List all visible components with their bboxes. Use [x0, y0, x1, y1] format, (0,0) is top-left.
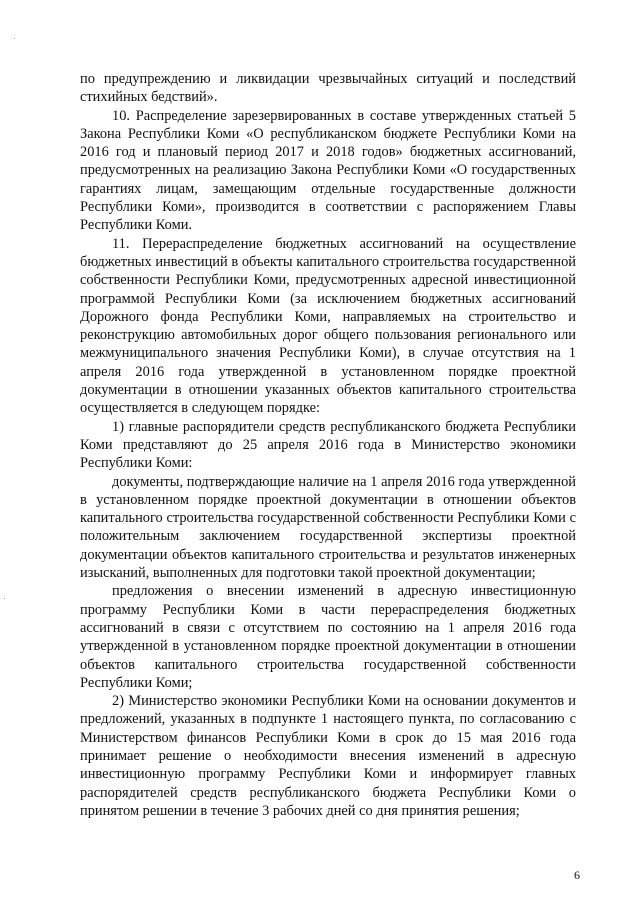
paragraph-10: 10. Распределение зарезервированных в составе утвержденных статьей 5 Закона Республики Коми «О республиканском бюджете Республики Коми на 2016 год и плановый период 2017 и 2018 годов» бюджетных ассигнований, предусмотренных на реализацию Закона Республики Коми «О государственных гарантиях лицам, замещающим отдельные государственные должности Республики Коми», производится в соответствии с распоряжением Главы Республики Коми. [80, 107, 576, 234]
paragraph-11-sub-2: 2) Министерство экономики Республики Коми на основании документов и предложений, указанных в подпункте 1 настоящего пункта, по согласованию с Министерством финансов Республики Коми в срок до 15 мая 2016 года принимает решение о необходимости внесения изменений в адресную инвестиционную программу Республики Коми и информирует главных распорядителей средств республиканского бюджета Республики Коми о принятом решении в течение 3 рабочих дней со дня принятия решения; [80, 693, 576, 819]
paragraph-continuation: по предупреждению и ликвидации чрезвычайных ситуаций и последствий стихийных бедствий». [80, 71, 576, 106]
paragraph-11-sub-1-documents: документы, подтверждающие наличие на 1 апреля 2016 года утвержденной в установленном порядке проектной документации в отношении объектов капитального строительства государственной собственности Республики Коми с положительным заключением государственной экспертизы проектной документации объектов капитального строительства и результатов инженерных изысканий, выполненных для подготовки такой проектной документации; [80, 473, 576, 582]
paragraph-11: 11. Перераспределение бюджетных ассигнований на осуществление бюджетных инвестиций в объекты капитального строительства государственной собственности Республики Коми, предусмотренных адресной инвестиционной программой Республики Коми (за исключением бюджетных ассигнований Дорожного фонда Республики Коми, направляемых на строительство и реконструкцию автомобильных дорог общего пользования регионального или межмуниципального значения Республики Коми), в случае отсутствия на 1 апреля 2016 года утвержденной в установленном порядке проектной документации в отношении указанных объектов капитального строительства осуществляется в следующем порядке: [80, 235, 576, 417]
page-number: 6 [574, 868, 580, 882]
scan-speck [4, 598, 5, 599]
paragraph-11-sub-1-proposals: предложения о внесении изменений в адресную инвестиционную программу Республики Коми в части перераспределения бюджетных ассигнований в связи с отсутствием по состоянию на 1 апреля 2016 года утвержденной в установленном порядке проектной документации в отношении объектов капитального строительства государственной собственности Республики Коми; [80, 583, 576, 691]
document-body [80, 70, 576, 820]
scan-speck [14, 38, 15, 39]
paragraph-11-sub-1: 1) главные распорядители средств республиканского бюджета Республики Коми представляют до 25 апреля 2016 года в Министерство экономики Республики Коми: [80, 418, 576, 472]
